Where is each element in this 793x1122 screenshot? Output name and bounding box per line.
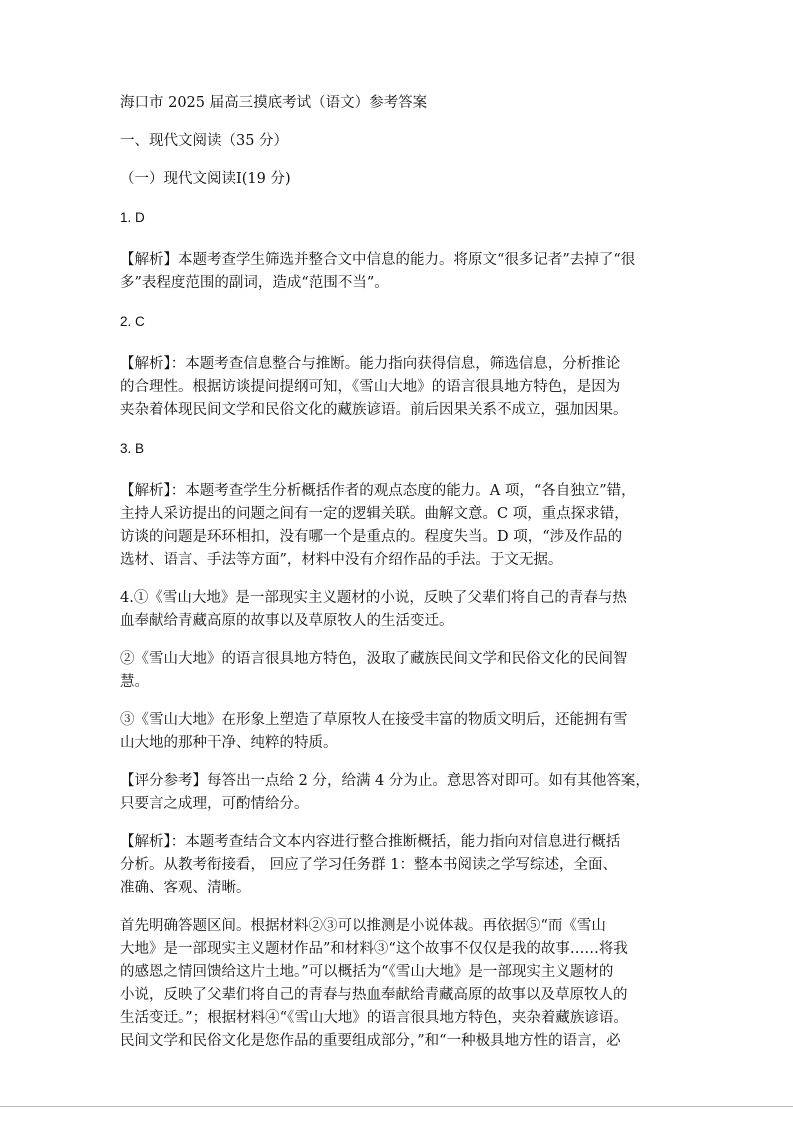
question-4-point-3: ③《雪山大地》在形象上塑造了草原牧人在接受丰富的物质文明后，还能拥有雪 山大地的那种干净、纯粹的特质。 [120,712,628,751]
question-4-analysis: 【解析】：本题考查结合文本内容进行整合推断概括，能力指向对信息进行概括 分析。从教考衔接看， 回应了学习任务群 1：整本书阅读之学写综述，全面、 准确、客观、清晰。 [120,834,621,896]
question-4-scoring-reference: 【评分参考】每答出一点给 2 分，给满 4 分为止。意思答对即可。如有其他答案， 只要言之成理，可酌情给分。 [120,773,650,812]
question-4-point-1: 4.①《雪山大地》是一部现实主义题材的小说，反映了父辈们将自己的青春与热 血奉献给青藏高原的故事以及草原牧人的生活变迁。 [120,590,627,629]
question-4-method: 首先明确答题区间。根据材料②③可以推测是小说体裁。再依据⑤“而《雪山 大地》是一部现实主义题材作品”和材料③“这个故事不仅仅是我的故事……将我 的感恩之情回馈给这片土地。”可以概括为“《雪山大地》是一部现实主义题材的 小说，反映了父辈们将自己的青春与热血奉献给青藏高原的故事以及草原牧人的 生活变迁。”；根据材料④“《雪山大地》的语言很具地方特色，夹杂着藏族谚语。 民间文学和民俗文化是您作品的重要组成部分，”和“一种极具地方性的语言，必 [120,918,628,1049]
page-bottom-divider [0,1106,793,1107]
question-2-analysis: 【解析】：本题考查信息整合与推断。能力指向获得信息，筛选信息，分析推论 的合理性。根据访谈提问提纲可知，《雪山大地》的语言很具地方特色，是因为 夹杂着体现民间文学和民俗文化的藏族谚语。前后因果关系不成立，强加因果。 [120,356,628,418]
subsection-heading-reading-1: （一）现代文阅读Ⅰ(19 分) [120,171,291,187]
answer-document [120,92,680,1053]
question-1-answer: 1. D [120,210,145,225]
question-3-analysis: 【解析】：本题考查学生分析概括作者的观点态度的能力。A 项，“各自独立”错， 主持人采访提出的问题之间有一定的逻辑关联。曲解文意。C 项，重点探求错， 访谈的问题是环环相扣，没有哪一个是重点的。程度失当。D 项，“涉及作品的 选材、语言、手法等方面”，材料中没有介绍作品的手法。于文无据。 [120,483,636,568]
document-title: 海口市 2025 届高三摸底考试（语文）参考答案 [120,95,428,111]
section-heading-modern-reading: 一、现代文阅读（35 分） [120,133,289,149]
question-4-point-2: ②《雪山大地》的语言很具地方特色，汲取了藏族民间文学和民俗文化的民间智 慧。 [120,651,628,690]
question-2-answer: 2. C [120,314,145,329]
question-1-analysis: 【解析】本题考查学生筛选并整合文中信息的能力。将原文“很多记者”去掉了“很 多”表程度范围的副词，造成“范围不当”。 [120,252,636,291]
question-3-answer: 3. B [120,441,145,456]
